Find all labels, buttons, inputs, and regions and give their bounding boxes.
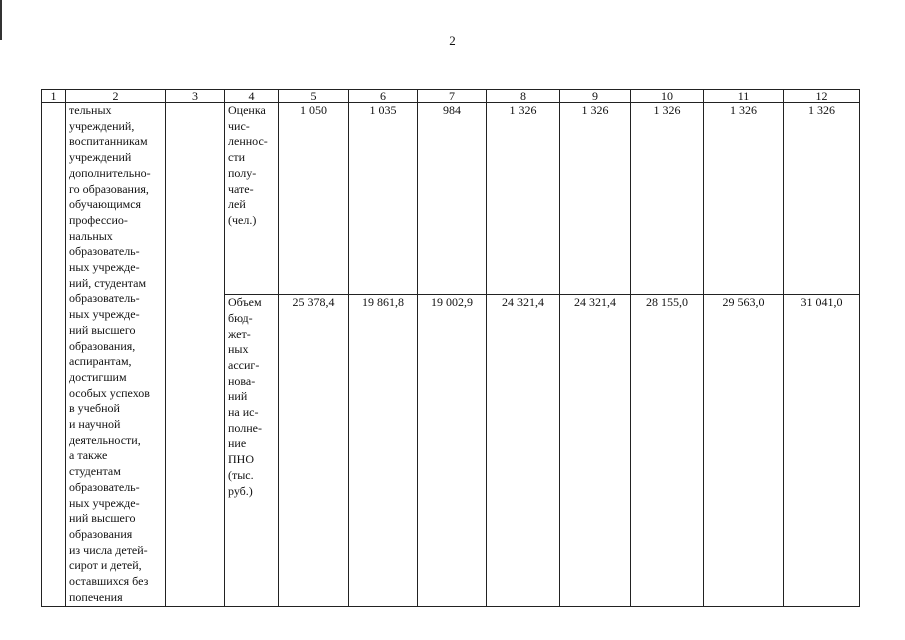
text-line: лей [228, 197, 246, 212]
text-line: (тыс. [228, 467, 254, 482]
text-line: ПНО [228, 452, 254, 467]
value-cell: 1 326 [704, 103, 784, 295]
text-line: попечения [69, 589, 123, 604]
value-cell: 19 861,8 [349, 295, 418, 606]
text-line: образователь- [69, 244, 140, 259]
text-line: а также [69, 448, 108, 463]
col-header: 8 [487, 90, 560, 103]
value-cell: 24 321,4 [560, 295, 631, 606]
col-header: 12 [784, 90, 860, 103]
text-line: в учебной [69, 401, 120, 416]
text-line: деятельности, [69, 432, 141, 447]
empty-cell [166, 103, 225, 607]
text-line: на ис- [228, 405, 259, 420]
value-cell: 31 041,0 [784, 295, 860, 606]
text-line: тельных [69, 103, 112, 117]
text-line: го образования, [69, 181, 149, 196]
value-cell: 1 035 [349, 103, 418, 295]
value-cell: 1 326 [487, 103, 560, 295]
text-line: аспирантам, [69, 354, 132, 369]
value-cell: 25 378,4 [279, 295, 349, 606]
text-line: руб.) [228, 483, 253, 498]
col-header: 7 [418, 90, 487, 103]
text-line: полне- [228, 420, 262, 435]
text-line: чис- [228, 118, 250, 133]
text-line: ний высшего [69, 322, 136, 337]
value-cell: 28 155,0 [631, 295, 704, 606]
text-line: жет- [228, 326, 251, 341]
text-line: нова- [228, 373, 256, 388]
value-cell: 24 321,4 [487, 295, 560, 606]
text-line: ний [228, 389, 248, 404]
recipient-description-cell [66, 103, 166, 607]
value-cell: 1 326 [560, 103, 631, 295]
text-line: сти [228, 150, 245, 165]
col-header: 10 [631, 90, 704, 103]
text-line: воспитанникам [69, 134, 148, 149]
text-line: образователь- [69, 479, 140, 494]
header-row [42, 90, 860, 103]
indicator-cell [225, 295, 279, 606]
text-line: особых успехов [69, 385, 150, 400]
col-header: 9 [560, 90, 631, 103]
text-line: ний, студентам [69, 275, 147, 290]
text-line: ассиг- [228, 357, 260, 372]
text-line: ных [228, 342, 249, 357]
text-line: обучающимся [69, 197, 142, 212]
col-header: 3 [166, 90, 225, 103]
text-line: полу- [228, 165, 257, 180]
text-line: сирот и детей, [69, 558, 142, 573]
col-header: 1 [42, 90, 66, 103]
text-line: и научной [69, 417, 121, 432]
col-header: 11 [704, 90, 784, 103]
text-line: достигшим [69, 369, 127, 384]
table-row [42, 103, 860, 295]
text-line: из числа детей- [69, 542, 148, 557]
col-header: 6 [349, 90, 418, 103]
page-number: 2 [449, 33, 456, 48]
text-line: чате- [228, 181, 254, 196]
col-header: 2 [66, 90, 166, 103]
text-line: ний высшего [69, 511, 136, 526]
text-line: бюд- [228, 310, 253, 325]
text-line: профессио- [69, 212, 128, 227]
data-table [41, 89, 860, 607]
text-line: образования [69, 526, 133, 541]
text-line: ных учрежде- [69, 260, 140, 275]
col-header: 4 [225, 90, 279, 103]
text-line: ние [228, 436, 247, 451]
value-cell: 19 002,9 [418, 295, 487, 606]
text-line: образователь- [69, 291, 140, 306]
text-line: дополнительно- [69, 165, 151, 180]
value-cell: 984 [418, 103, 487, 295]
text-line: учреждений, [69, 118, 135, 133]
text-line: студентам [69, 464, 121, 479]
indicator-cell [225, 103, 279, 295]
text-line: оставшихся без [69, 574, 149, 589]
row-number-cell [42, 103, 66, 607]
text-line: учреждений [69, 150, 132, 165]
text-line: Оценка [228, 103, 266, 117]
text-line: (чел.) [228, 212, 257, 227]
text-line: ных учрежде- [69, 495, 140, 510]
text-line: ных учрежде- [69, 307, 140, 322]
value-cell: 1 326 [784, 103, 860, 295]
text-line: Объем [228, 295, 262, 310]
text-line: образования, [69, 338, 136, 353]
value-cell: 29 563,0 [704, 295, 784, 606]
col-header: 5 [279, 90, 349, 103]
text-line: нальных [69, 228, 113, 243]
value-cell: 1 050 [279, 103, 349, 295]
value-cell: 1 326 [631, 103, 704, 295]
text-line: леннос- [228, 134, 268, 149]
